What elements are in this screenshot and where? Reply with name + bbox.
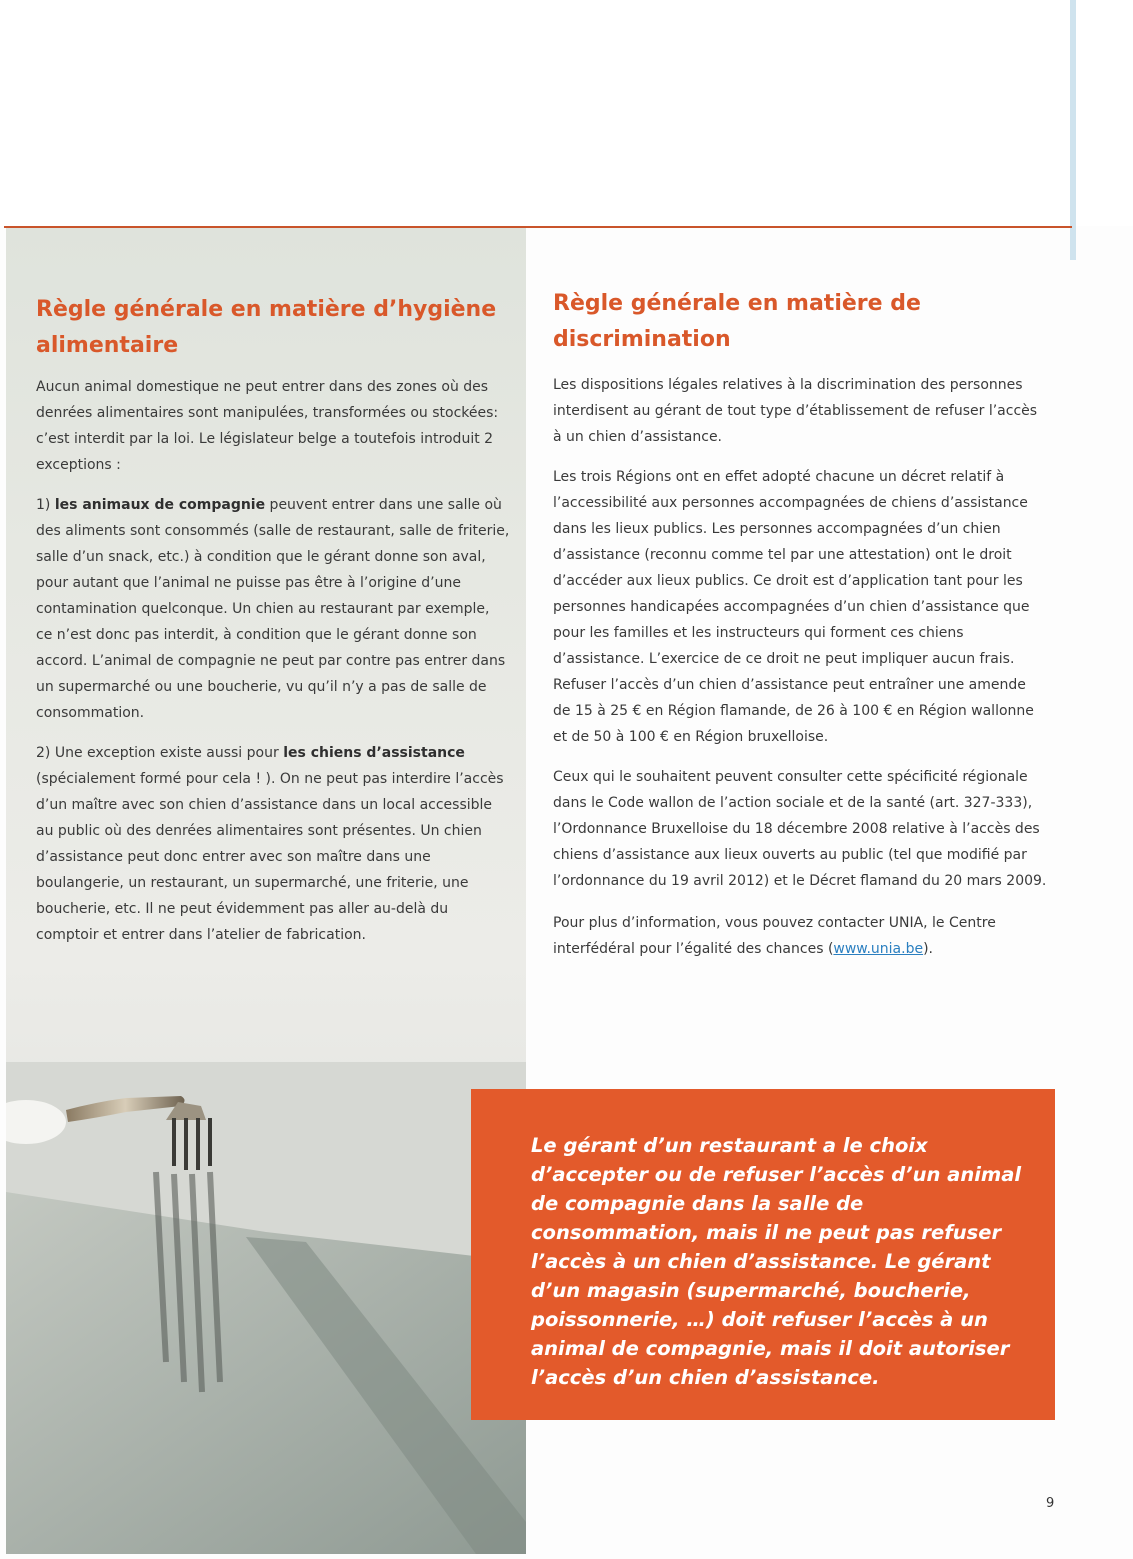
- left-heading: Règle générale en matière d’hygiène alimentaire: [36, 297, 497, 358]
- right-body: [553, 372, 1047, 908]
- exception-1-number: 1): [36, 497, 55, 513]
- contact-text-end: ).: [923, 941, 934, 957]
- discrimination-paragraph-3: Ceux qui le souhaitent peuvent consulter cette spécificité régionale dans le Code wallon de l’action sociale et de la santé (art. 327-333), l’Ordonnance Bruxelloise du 18 décembre 2008 relative à l’accès des chiens d’assistance aux lieux ouverts au public (tel que modifié par l’ordonnance du 19 avril 2012) et le Décret flamand du 20 mars 2009.: [553, 769, 1047, 889]
- discrimination-paragraph-1: Les dispositions légales relatives à la discrimination des personnes interdisent au gérant de tout type d’établissement de refuser l’accès à un chien d’assistance.: [553, 377, 1038, 445]
- exception-2-intro: 2) Une exception existe aussi pour: [36, 745, 284, 761]
- left-intro-paragraph: Aucun animal domestique ne peut entrer dans des zones où des denrées alimentaires sont manipulées, transformées ou stockées: c’est interdit par la loi. Le législateur belge a toutefois introduit 2 exceptions :: [36, 379, 499, 473]
- fork-illustration: [6, 1062, 526, 1554]
- contact-block: [553, 910, 1047, 976]
- fork-photo: [6, 1062, 526, 1554]
- highlight-quote-text: Le gérant d’un restaurant a le choix d’accepter ou de refuser l’accès d’un animal de compagnie dans la salle de consommation, mais il ne peut pas refuser l’accès à un chien d’assistance. Le gérant d’un magasin (supermarché, boucherie, poissonnerie, …) doit refuser l’accès à un animal de compagnie, mais il doit autoriser l’accès d’un chien d’assistance.: [531, 1134, 1022, 1389]
- contact-paragraph: [553, 910, 1047, 962]
- left-body: [36, 374, 510, 962]
- exception-2-paragraph: [36, 740, 510, 948]
- exception-1-bold: les animaux de compagnie: [54, 497, 266, 513]
- exception-1-paragraph: [36, 492, 510, 726]
- page-number: 9: [1046, 1496, 1055, 1511]
- exception-2-bold: les chiens d’assistance: [283, 745, 465, 761]
- right-heading: Règle générale en matière de discrimination: [553, 291, 921, 352]
- discrimination-paragraph-2: Les trois Régions ont en effet adopté chacune un décret relatif à l’accessibilité aux personnes accompagnées de chiens d’assistance dans les lieux publics. Les personnes accompagnées d’un chien d’assistance (reconnu comme tel par une attestation) ont le droit d’accéder aux lieux publics. Ce droit est d’application tant pour les personnes handicapées accompagnées d’un chien d’assistance que pour les familles et les instructeurs qui forment ces chiens d’assistance. L’exercice de ce droit ne peut impliquer aucun frais. Refuser l’accès d’un chien d’assistance peut entraîner une amende de 15 à 25 € en Région flamande, de 26 à 100 € en Région wallonne et de 50 à 100 € en Région bruxelloise.: [553, 469, 1034, 745]
- exception-1-text: peuvent entrer dans une salle où des aliments sont consommés (salle de restaurant, salle de friterie, salle d’un snack, etc.) à condition que le gérant donne son aval, pour autant que l’animal ne puisse pas être à l’origine d’une contamination quelconque. Un chien au restaurant par exemple, ce n’est donc pas interdit, à condition que le gérant donne son accord. L’animal de compagnie ne peut par contre pas entrer dans un supermarché ou une boucherie, vu qu’il n’y a pas de salle de consommation.: [36, 497, 510, 721]
- highlight-quote-box: [471, 1089, 1055, 1420]
- contact-text: Pour plus d’information, vous pouvez contacter UNIA, le Centre interfédéral pour l’égalité des chances (: [553, 915, 996, 957]
- page-edge-tint: [1070, 0, 1076, 260]
- blank-top-area: [0, 0, 1133, 226]
- exception-2-text: (spécialement formé pour cela ! ). On ne peut pas interdire l’accès d’un maître avec son chien d’assistance dans un local accessible au public où des denrées alimentaires sont présentes. Un chien d’assistance peut donc entrer avec son maître dans une boulangerie, un restaurant, un supermarché, une friterie, une boucherie, etc. Il ne peut évidemment pas aller au-delà du comptoir et entrer dans l’atelier de fabrication.: [36, 771, 504, 943]
- unia-website-link[interactable]: www.unia.be: [833, 941, 924, 957]
